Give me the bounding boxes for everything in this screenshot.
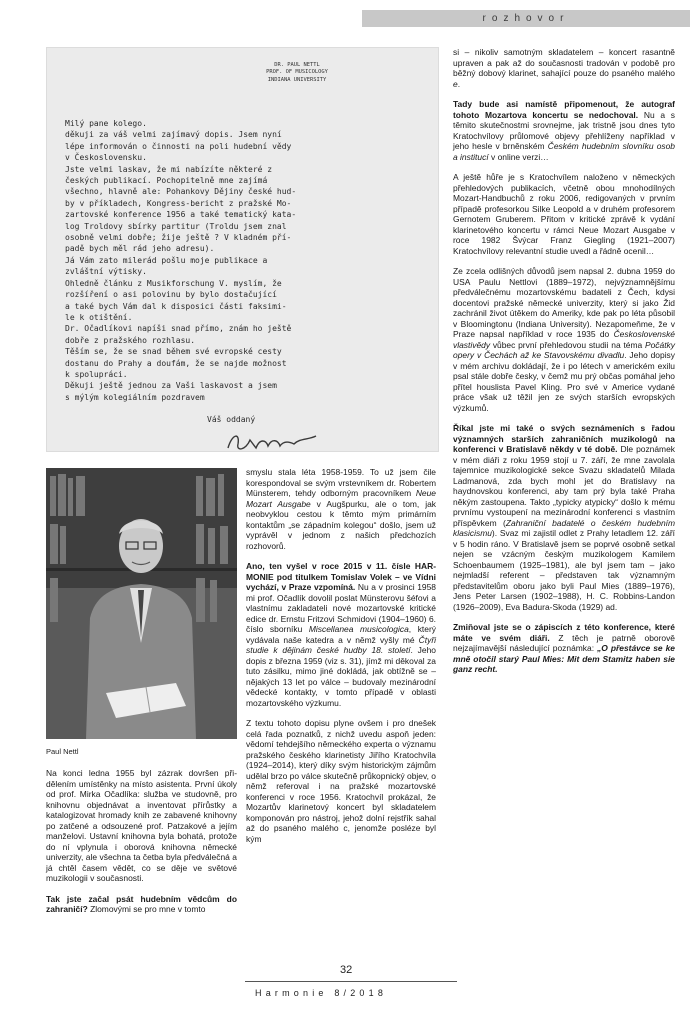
letterhead-line: PROF. OF MUSICOLOGY [266,69,328,76]
letter-line: zartovské konference 1956 a také tematický kata- [65,210,297,220]
letter-line: lépe informován o činnosti na poli hudební vědy [65,141,292,151]
text-run: Nu a s těmito skutečnostmi srovnejme, jak tristně jsou dnes tyto Kratochvílovy průlomové objevy přehlíženy například v jeho hesle v brněnském [453,109,675,151]
letter-closing: Váš oddaný [207,415,256,424]
article-column-3 [453,47,675,675]
magazine-footer: Harmonie 8/2018 [255,988,388,998]
letter-line: Dr. Očadlíkovi napíši snad přímo, znám ho ještě [65,324,292,334]
emphasis-run: Českém hudebním slovníku osob a institucí [453,141,675,162]
letter-line: Těším se, že se snad během své evropské cesty [65,347,282,357]
letter-line: by v příkladech, Kongress-bericht z pražské Mo- [65,198,292,208]
article-column-2 [246,467,436,844]
letter-line: a také bych Vám dal k disposici části faksimi- [65,301,287,311]
letter-line: Ohledně článku z Musikforschung V. myslím, že [65,278,282,288]
section-tag: rozhovor [362,10,690,27]
paragraph [453,47,675,89]
letter-line: v Československu. [65,153,147,163]
paragraph [453,622,675,675]
text-run: Nu a v prosinci 1958 mi prof. Očadlík dovolil poslat Münsterovu šéfovi a vlastnímu zakladateli nové mozartovské kritické edice dr. Ernstu Fritzovi Schmidovi (1904–1960) 6. číslo sborníku [246,582,437,634]
emphasis-run: Říkal jste mi také o svých seznámeních s řadou významných starších zahraničních muzikologů na konferenci v Bratislavě někdy v té době. [453,423,675,454]
paragraph [453,423,675,612]
emphasis-run: Čtyři studie k dějinám české hudby 18. století [246,634,436,655]
portrait-photo [46,468,237,739]
letterhead-line: DR. PAUL NETTL [274,62,320,68]
emphasis-run: Tak jste začal psát hudebním vědcům do zahraničí? [46,893,237,914]
text-run: v online verzi… [488,151,549,162]
emphasis-run: Miscellanea musicologica [308,624,409,634]
paragraph [246,467,436,551]
letter-line: Jste velmi laskav, že mi nabízíte některé z [65,164,273,174]
text-run: Zlomovými se pro mne v tomto [87,904,206,914]
paragraph [46,768,237,884]
text-run: . Jeho dopis z března 1959 (viz s. 31), jímž mi děkoval za tuto zásilku, mimo jiné dokládá, jak obtížně se – nějakých 13 let po válce – budovaly mezinárodní vědecké kontakty, v tomto případě v oblasti mozartovského výzkumu. [246,645,436,708]
letterhead [197,62,397,84]
paragraph [453,99,675,162]
paragraph [453,266,675,413]
letter-line: log Troldovy sbírky partitur (Troldu jsem znal [65,221,287,231]
portrait-image [46,468,237,739]
letter-line: zvláštní výtisky. [65,267,147,277]
text-run: Z těch je patrně oborově nejzajímavější následující poznámka: [453,632,675,653]
letter-line: Děkuji ještě jednou za Vaši laskavost a jsem [65,381,277,391]
letter-line: rozšíření o asi polovinu by bylo dostačující [65,290,277,300]
text-run: v Augšpurku, ale o tom, jak neobvyklou cestou k těmto mým primárním kontaktům „se západním kolegou“ došlo, jsem už vyprávěl v jednom z našich předchozích rozhovorů. [246,498,436,551]
text-run: Z textu tohoto dopisu plyne ovšem i pro dnešek celá řada poznatků, z nichž uvedu aspoň jeden: vědomí tehdejšího německého experta o významu pražského českého klarinetisty Jiřího Kratochvíla (1924–2014), který díky svým historickým zájmům udělal brzo po válce skutečně průkopnický objev, o němž referoval i na pražské mozartovské konferenci v roce 1956. Kratochvíl prokázal, že Mozartův klarinetový koncert byl skladatelem komponován pro nástroj, jehož dolní rejstřík sahal až do psaného malého c, jenomže posléze byl kým [246,718,436,844]
letter-line: Milý pane kolego. [65,119,147,128]
text-run: . [457,78,461,89]
paragraph [453,172,675,256]
emphasis-run: Zmiňoval jste se o zápiscích z této konference, které máte ve svém diáři. [453,622,675,643]
text-run: , který vydávala naše katedra a v němž vyšly mé [246,624,436,645]
page-number: 32 [340,964,353,976]
text-run: Ze zcela odlišných důvodů jsem napsal 2. dubna 1959 do USA Paulu Nettlovi (1889–1972), nejvýznamnějšímu předválečnému mozartovskému badateli z Čech, kdysi docentovi pražské německé univerzity, který si jako Žid zachránil život útěkem do Ameriky, kde pak po léta působil v Bloomingtonu (Indiana University). Nezapomeňme, že v Praze napsal například v roce 1935 do [453,266,675,339]
letter-line: padě bych měl rád jeho adresu). [65,244,215,254]
emphasis-run: Počátky opery v Čechách až ke Stavovskému divadlu [453,339,675,360]
text-run: A ještě hůře je s Kratochvílem naloženo v německých přehledových publikacích, včetně obou mnohodílných Mozart-Handbuchů z roku 2006, redigovaných v prvním případě profesorkou Silke Leopold a v druhém profesorem Gernotem Gruberem. Přitom v kritické zprávě k vydání klarinetového koncertu v rámci Neue Mozart Ausgabe v roce 1982 Švýcar Franz Giegling (1921–2007) Kratochvílovy relevantní studie uvedl a řádně ocenil… [453,172,675,256]
text-run: vůbec první přehledovou studii na téma [490,339,645,350]
letter-line: s mýlým kolegiálním pozdravem [65,392,205,402]
text-run: . Jeho dopisy v mém archivu dokládají, že i po létech v americkém exilu psal stále dobře česky, v čemž mu prý občas pomáhal jeho přítel houslista Pavel Kling. Pro své v Americe vydané práce však už těžil jen ze svých starších evropských výzkumů. [453,350,675,413]
article-column-1 [46,768,237,915]
letter-line: le k otištění. [65,312,133,322]
letterhead-line: INDIANA UNIVERSITY [267,76,327,83]
handwritten-signature [222,426,322,452]
letter-facsimile [46,47,439,452]
emphasis-run: Neue Mozart Ausgabe [246,488,436,509]
emphasis-run: Československé vlastivědy [453,329,675,350]
letter-line: děkuji za váš velmi zajímavý dopis. Jsem nyní [65,130,282,140]
text-run: Na konci ledna 1955 byl zázrak dovršen přidělením umístěnky na místo asistenta. První úkoly od prof. Mirka Očadlíka: služba ve studovně, pro knihovnu objednávat a inventovat přírůstky a katalogizovat hromady knih ze zabavené knihovny po zatčené a odsouzené prof. Patzakové a jejím manželovi. Ustavní knihovna byla bohatá, protože do ní vplynula i oborová knihovna německé univerzity, ale všechna ta četba byla předválečná a já chtěl časem vědět, co se děje ve světové muzikologii v současnosti. [46,768,237,883]
letter-line: k spolupráci. [65,369,128,379]
letter-body [65,118,427,403]
text-run: si – nikoliv samotným skladatelem – koncert rasantně upraven a pak až do současnosti tradován v podobě pro běžný dobový klarinet, sahající pouze do psaného malého [453,47,675,78]
paragraph [246,718,436,844]
footer-rule [245,981,457,982]
letter-line: všechno, hlavně ale: Pohankovy Dějiny české hud- [65,187,297,197]
letter-line: dobře z pražského rozhlasu. [65,335,196,345]
photo-caption: Paul Nettl [46,747,79,756]
emphasis-run: Zahraniční badatelé o českém hudebním klasicismu [453,517,676,538]
emphasis-run: Tady bude asi namístě připomenout, že autograf tohoto Mozartova koncertu se nedochoval. [453,99,675,120]
emphasis-run: Ano, ten vyšel v roce 2015 v 11. čísle HARMONIE pod titulkem Tomislav Volek – ve Vídni vychází, v Praze vzpomíná. [246,561,436,592]
paragraph [46,894,237,915]
letter-line: českých publikací. Pochopitelně mne zajímá [65,176,268,186]
paragraph [246,561,436,708]
letter-line: osobně velmi dobře; žije ještě ? V kladném pří- [65,233,292,243]
text-run: ). Svaz mi zajistil odlet z Prahy letadlem 12. září v 5 hodin ráno. V Bratislavě jsem se poprvé osobně setkal nejen se vzácným českým muzikologem Kamilem Schoenbaumem (1925–1981), ale byl jsem tam – jako nejmladší referent – představen tak významným představitelům oboru jako byli Paul Mies (1889–1976), Jens Peter Larsen (1902–1988), H. C. Robbins-Landon (1926–2009), Eva Badura-Skoda (1929) ad. [453,528,675,612]
emphasis-run: e [453,78,458,89]
letter-line: Já Vám zato milerád pošlu moje publikace a [65,255,268,265]
text-run: Dle poznámek v mém diáři z roku 1959 stojí u 7. září, že mne zavolala tajemnice muzikologické sekce Svazu skladatelů Milada Ladmanová, zda bych mohl jet do Bratislavy na haydnovskou konferenci, aby tam prý byla také Praha někým zastoupena. Takto „typicky atypicky“ došlo k mému prvnímu vystoupení na mezinárodní konferenci s vlastním příspěvkem ( [453,444,675,528]
text-run: smyslu stala léta 1958-1959. To už jsem čile korespondoval se svým vrstevníkem dr. Robertem Münsterem, tehdy odborným pracovníkem [246,467,436,498]
emphasis-run: „O přestávce se ke mně otočil starý Paul Mies: Mit dem Stamitz haben sie ganz recht. [453,643,675,674]
letter-line: dostanu do Prahy a doufám, že se najde možnost [65,358,287,368]
